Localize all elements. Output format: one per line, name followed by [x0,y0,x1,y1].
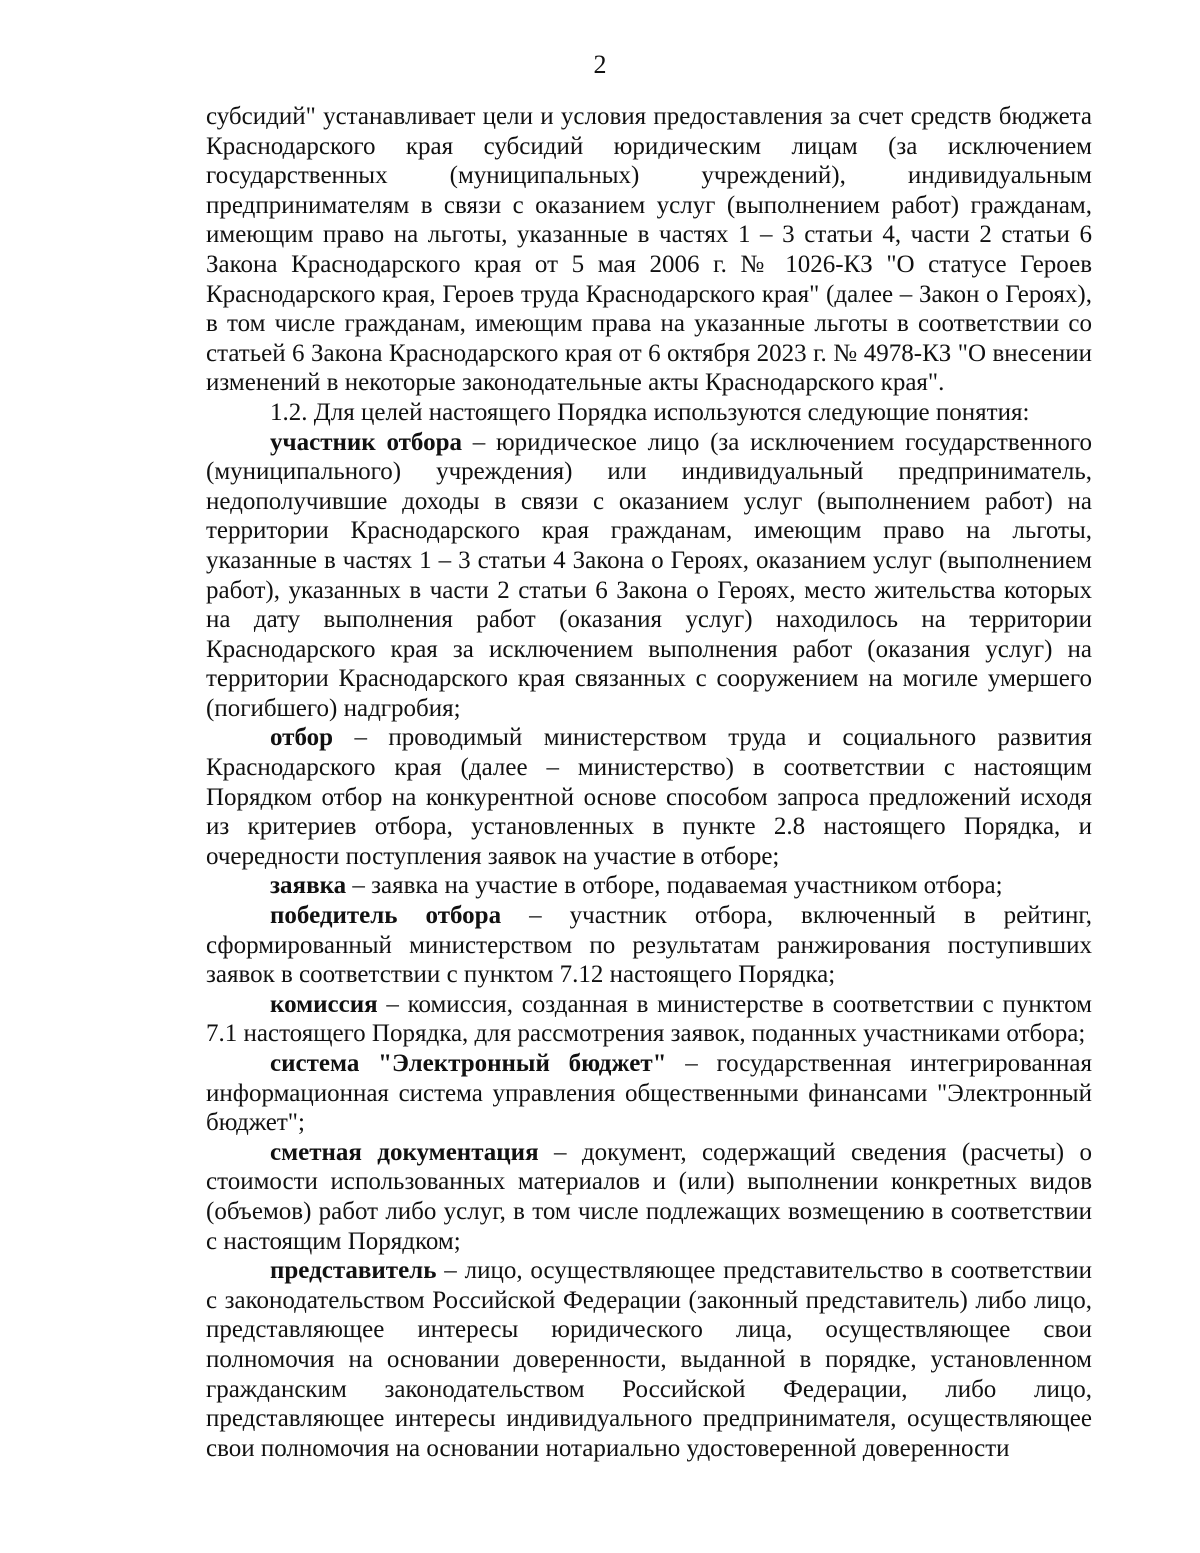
definition-paragraph [206,871,1092,901]
definition-text: – комиссия, созданная в министерстве в соответствии с пунктом 7.1 настоящего Порядка, для рассмотрения заявок, поданных участниками отбора; [206,990,1092,1048]
defined-term: победитель отбора [270,902,502,930]
defined-term: отбор [270,724,334,752]
definition-text: – документ, содержащий сведения (расчеты) о стоимости использованных материалов и (или) выполнении конкретных видов (объемов) работ либо услуг, в том числе подлежащих возмещению в соответствии с настоящим Порядком; [206,1138,1093,1255]
definition-text: – государственная интегрированная информационная система управления общественными финансами "Электронный бюджет"; [206,1050,1092,1137]
definition-text: – юридическое лицо (за исключением государственного (муниципального) учреждения) или индивидуальный предприниматель, недополучившие доходы в связи с оказанием услуг (выполнением работ) на территории Краснодарского края гражданам, имеющим право на льготы, указанные в частях 1 – 3 статьи 4 Закона о Героях, оказанием услуг (выполнением работ), указанных в части 2 статьи 6 Закона о Героях, место жительства которых на дату выполнения работ (оказания услуг) находилось на территории Краснодарского края за исключением выполнения работ (оказания услуг) на территории Краснодарского края связанных с сооружением на могиле умершего (погибшего) надгробия; [206,428,1092,722]
defined-term: система "Электронный бюджет" [270,1050,667,1077]
definition-paragraph [206,1256,1092,1463]
paragraph [206,102,1092,398]
definition-text: – проводимый министерством труда и социального развития Краснодарского края (далее – министерство) в соответствии с настоящим Порядком отбор на конкурентной основе способом запроса предложений исходя из критериев отбора, установленных в пункте 2.8 настоящего Порядка, и очередности поступления заявок на участие в отборе; [206,724,1092,870]
definition-paragraph [206,1138,1092,1256]
defined-term: участник отбора [270,428,462,456]
definition-paragraph [206,901,1092,990]
paragraph-text: субсидий" устанавливает цели и условия предоставления за счет средств бюджета Краснодарского края субсидий юридическим лицам (за исключением государственных (муниципальных) учреждений), индивидуальным предпринимателям в связи с оказанием услуг (выполнением работ) гражданам, имеющим право на льготы, указанные в частях 1 – 3 статьи 4, части 2 статьи 6 Закона Краснодарского края от 5 мая 2006 г. № 1026-КЗ "О статусе Героев Краснодарского края, Героев труда Краснодарского края" (далее – Закон о Героях), в том числе гражданам, имеющим права на указанные льготы в соответствии со статьей 6 Закона Краснодарского края от 6 октября 2023 г. № 4978-КЗ "О внесении изменений в некоторые законодательные акты Краснодарского края". [206,103,1092,397]
definition-paragraph [206,990,1092,1049]
definition-text: – заявка на участие в отборе, подаваемая участником отбора; [346,872,1003,900]
defined-term: заявка [270,872,347,900]
document-body [206,102,1092,1463]
defined-term: комиссия [270,990,378,1018]
paragraph-text: 1.2. Для целей настоящего Порядка используются следующие понятия: [270,398,1030,426]
defined-term: сметная документация [270,1138,539,1166]
definition-text: – лицо, осуществляющее представительство в соответствии с законодательством Российской Федерации (законный представитель) либо лицо, представляющее интересы юридического лица, осуществляющее свои полномочия на основании доверенности, выданной в порядке, установленном гражданским законодательством Российской Федерации, либо лицо, представляющее интересы индивидуального предпринимателя, осуществляющее свои полномочия на основании нотариально удостоверенной доверенности [206,1257,1092,1462]
definition-text: – участник отбора, включенный в рейтинг, сформированный министерством по результатам ранжирования поступивших заявок в соответствии с пунктом 7.12 настоящего Порядка; [206,902,1093,989]
definition-paragraph [206,1049,1092,1138]
defined-term: представитель [270,1257,437,1285]
paragraph [206,398,1092,428]
definition-paragraph [206,428,1092,724]
definition-paragraph [206,723,1092,871]
page-number: 2 [593,50,607,79]
